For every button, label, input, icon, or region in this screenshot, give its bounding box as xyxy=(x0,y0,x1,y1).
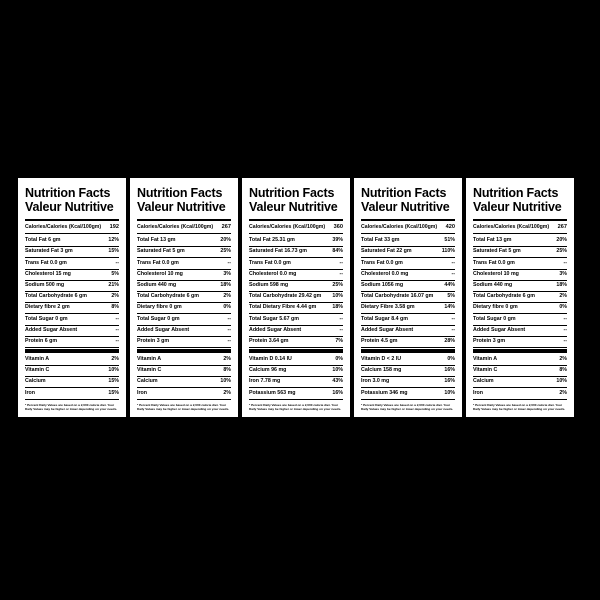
nutrient-row xyxy=(361,314,455,325)
divider-medium xyxy=(137,233,231,234)
vitamin-name: Iron xyxy=(137,389,148,396)
nutrient-name: Sodium 500 mg xyxy=(25,281,65,288)
vitamin-daily-value: 15% xyxy=(108,389,119,396)
nutrient-daily-value: 44% xyxy=(444,281,455,288)
nutrient-daily-value: -- xyxy=(115,315,119,322)
nutrient-row xyxy=(25,314,119,325)
nutrient-daily-value: 25% xyxy=(556,248,567,255)
nutrient-name: Total Sugar 0 gm xyxy=(137,315,180,322)
vitamin-daily-value: 16% xyxy=(444,367,455,374)
divider-medium xyxy=(249,233,343,234)
divider-heavy xyxy=(249,349,343,353)
vitamin-name: Vitamin A xyxy=(137,356,162,363)
nutrient-name: Added Sugar Absent xyxy=(137,326,190,333)
nutrient-daily-value: -- xyxy=(227,326,231,333)
nutrient-name: Cholesterol 10 mg xyxy=(137,270,183,277)
nutrient-row xyxy=(137,236,231,247)
nutrient-row xyxy=(473,270,567,281)
nutrient-name: Saturated Fat 16.73 gm xyxy=(249,248,307,255)
nutrient-daily-value: 18% xyxy=(220,281,231,288)
nutrient-name: Total Sugar 0 gm xyxy=(25,315,68,322)
nutrient-row xyxy=(361,337,455,348)
nutrient-name: Sodium 440 mg xyxy=(473,281,513,288)
nutrient-row xyxy=(249,281,343,292)
nutrient-row xyxy=(249,247,343,258)
label-title xyxy=(473,186,567,214)
nutrient-daily-value: -- xyxy=(339,326,343,333)
vitamin-name: Vitamin C xyxy=(137,367,162,374)
nutrient-daily-value: 0% xyxy=(223,304,231,311)
daily-value-footnote: * Percent Daily Values are based on a 2,000 calorie diet. Your Daily Values may be higher or lower depending on your needs. xyxy=(25,402,118,411)
nutrient-daily-value: 25% xyxy=(220,248,231,255)
daily-value-footnote: * Percent Daily Values are based on a 2,000 calorie diet. Your Daily Values may be higher or lower depending on your needs. xyxy=(249,402,342,411)
vitamin-name: Iron 7.78 mg xyxy=(249,378,281,385)
vitamin-row xyxy=(473,366,567,377)
nutrient-name: Total Carbohydrate 29.42 gm xyxy=(249,293,322,300)
vitamin-row xyxy=(137,388,231,399)
nutrient-name: Protein 3 gm xyxy=(137,337,170,344)
nutrient-name: Sodium 598 mg xyxy=(249,281,289,288)
nutrient-name: Trans Fat 0.0 gm xyxy=(473,259,515,266)
daily-value-footnote: * Percent Daily Values are based on a 2,000 calorie diet. Your Daily Values may be higher or lower depending on your needs. xyxy=(473,402,566,411)
calories-label: Calories/Calories (Kcal/100gm) xyxy=(137,224,214,230)
nutrient-row xyxy=(361,281,455,292)
nutrient-row xyxy=(361,326,455,337)
nutrient-name: Trans Fat 0.0 gm xyxy=(25,259,67,266)
divider-thick xyxy=(361,219,455,221)
nutrient-daily-value: 25% xyxy=(332,281,343,288)
nutrient-name: Total Carbohydrate 6 gm xyxy=(473,293,536,300)
nutrient-daily-value: 5% xyxy=(111,270,119,277)
nutrient-name: Sodium 440 mg xyxy=(137,281,177,288)
vitamin-name: Calcium xyxy=(25,378,46,385)
vitamin-daily-value: 0% xyxy=(335,356,343,363)
vitamin-name: Vitamin D 0.14 IU xyxy=(249,356,292,363)
nutrient-row xyxy=(25,281,119,292)
label-title xyxy=(25,186,119,214)
nutrient-daily-value: -- xyxy=(339,315,343,322)
label-title-line-2: Valeur Nutritive xyxy=(361,200,450,214)
vitamin-name: Calcium xyxy=(137,378,158,385)
vitamin-name: Iron xyxy=(473,389,484,396)
nutrient-daily-value: -- xyxy=(339,259,343,266)
nutrient-name: Protein 3 gm xyxy=(473,337,506,344)
vitamin-name: Vitamin A xyxy=(473,356,498,363)
nutrient-daily-value: -- xyxy=(227,337,231,344)
nutrient-row xyxy=(137,326,231,337)
nutrient-name: Added Sugar Absent xyxy=(361,326,414,333)
nutrient-daily-value: -- xyxy=(451,259,455,266)
vitamin-row xyxy=(25,355,119,366)
calories-value: 360 xyxy=(333,224,343,230)
nutrient-name: Dietary Fibre 3.58 gm xyxy=(361,304,415,311)
nutrient-name: Saturated Fat 22 gm xyxy=(361,248,412,255)
nutrient-row xyxy=(25,337,119,348)
nutrient-row xyxy=(25,236,119,247)
nutrient-daily-value: 51% xyxy=(444,237,455,244)
vitamin-row xyxy=(473,388,567,399)
nutrient-row xyxy=(361,292,455,303)
divider-medium xyxy=(473,233,567,234)
nutrient-row xyxy=(361,247,455,258)
calories-value: 267 xyxy=(221,224,231,230)
label-title-line-2: Valeur Nutritive xyxy=(473,200,562,214)
nutrient-row xyxy=(137,281,231,292)
nutrient-daily-value: -- xyxy=(227,315,231,322)
nutrient-row xyxy=(473,247,567,258)
nutrient-daily-value: -- xyxy=(451,315,455,322)
divider-heavy xyxy=(473,349,567,353)
vitamin-name: Vitamin C xyxy=(25,367,50,374)
vitamin-name: Calcium 96 mg xyxy=(249,367,287,374)
vitamin-row xyxy=(137,366,231,377)
nutrient-row xyxy=(473,281,567,292)
label-title-line-2: Valeur Nutritive xyxy=(25,200,114,214)
nutrient-name: Dietary fibre 2 gm xyxy=(25,304,70,311)
nutrient-row xyxy=(249,303,343,314)
nutrient-daily-value: 28% xyxy=(444,337,455,344)
vitamin-row xyxy=(249,366,343,377)
calories-label: Calories/Calories (Kcal/100gm) xyxy=(361,224,438,230)
nutrient-row xyxy=(137,314,231,325)
vitamin-row xyxy=(361,366,455,377)
label-title-line-1: Nutrition Facts xyxy=(137,186,223,200)
vitamin-row xyxy=(137,377,231,388)
nutrient-name: Total Fat 13 gm xyxy=(137,237,176,244)
vitamin-daily-value: 8% xyxy=(223,367,231,374)
vitamin-row xyxy=(25,377,119,388)
nutrient-row xyxy=(473,303,567,314)
nutrient-daily-value: 12% xyxy=(108,237,119,244)
nutrient-row xyxy=(137,247,231,258)
label-title xyxy=(137,186,231,214)
divider-thick xyxy=(137,219,231,221)
nutrient-name: Total Carbohydrate 16.07 gm xyxy=(361,293,434,300)
label-title-line-1: Nutrition Facts xyxy=(473,186,559,200)
nutrient-name: Total Fat 13 gm xyxy=(473,237,512,244)
nutrient-row xyxy=(473,326,567,337)
nutrition-facts-label xyxy=(466,178,574,417)
vitamin-daily-value: 2% xyxy=(223,389,231,396)
nutrient-row xyxy=(473,292,567,303)
nutrient-daily-value: 0% xyxy=(559,304,567,311)
nutrition-facts-label xyxy=(354,178,462,417)
calories-value: 192 xyxy=(109,224,119,230)
vitamin-row xyxy=(361,388,455,399)
calories-row xyxy=(137,223,231,231)
vitamin-daily-value: 10% xyxy=(444,389,455,396)
nutrient-name: Total Sugar 8.4 gm xyxy=(361,315,408,322)
label-title-line-2: Valeur Nutritive xyxy=(137,200,226,214)
nutrient-row xyxy=(473,258,567,269)
nutrient-name: Added Sugar Absent xyxy=(25,326,78,333)
nutrient-name: Cholesterol 0.0 mg xyxy=(361,270,409,277)
vitamin-name: Iron 3.0 mg xyxy=(361,378,390,385)
calories-label: Calories/Calories (Kcal/100gm) xyxy=(25,224,102,230)
vitamin-row xyxy=(361,355,455,366)
vitamin-daily-value: 2% xyxy=(559,356,567,363)
divider-thick xyxy=(25,219,119,221)
nutrient-name: Trans Fat 0.0 gm xyxy=(137,259,179,266)
vitamin-daily-value: 43% xyxy=(332,378,343,385)
nutrient-daily-value: -- xyxy=(115,337,119,344)
vitamin-daily-value: 10% xyxy=(108,367,119,374)
nutrient-row xyxy=(137,303,231,314)
nutrient-daily-value: 5% xyxy=(447,293,455,300)
nutrient-row xyxy=(361,258,455,269)
nutrient-row xyxy=(249,337,343,348)
vitamin-row xyxy=(137,355,231,366)
nutrient-row xyxy=(249,292,343,303)
nutrient-row xyxy=(249,270,343,281)
nutrient-daily-value: 2% xyxy=(559,293,567,300)
nutrient-row xyxy=(473,337,567,348)
nutrient-daily-value: 3% xyxy=(223,270,231,277)
vitamin-name: Potassium 563 mg xyxy=(249,389,296,396)
nutrient-name: Added Sugar Absent xyxy=(249,326,302,333)
vitamin-name: Vitamin C xyxy=(473,367,498,374)
divider-thick xyxy=(473,219,567,221)
nutrient-name: Dietary fibre 0 gm xyxy=(473,304,518,311)
divider-medium xyxy=(361,233,455,234)
nutrient-daily-value: -- xyxy=(339,270,343,277)
vitamin-daily-value: 10% xyxy=(332,367,343,374)
nutrient-daily-value: 18% xyxy=(332,304,343,311)
nutrient-name: Cholesterol 15 mg xyxy=(25,270,71,277)
vitamin-row xyxy=(473,355,567,366)
divider-medium xyxy=(25,233,119,234)
calories-row xyxy=(473,223,567,231)
daily-value-footnote: * Percent Daily Values are based on a 2,000 calorie diet. Your Daily Values may be higher or lower depending on your needs. xyxy=(361,402,454,411)
nutrient-daily-value: -- xyxy=(227,259,231,266)
nutrient-name: Added Sugar Absent xyxy=(473,326,526,333)
vitamin-row xyxy=(249,355,343,366)
nutrient-name: Total Fat 6 gm xyxy=(25,237,61,244)
nutrient-row xyxy=(137,292,231,303)
nutrient-daily-value: -- xyxy=(563,315,567,322)
vitamin-name: Iron xyxy=(25,389,36,396)
nutrient-name: Saturated Fat 5 gm xyxy=(137,248,185,255)
label-title-line-2: Valeur Nutritive xyxy=(249,200,338,214)
label-title xyxy=(249,186,343,214)
nutrient-name: Trans Fat 0.0 gm xyxy=(249,259,291,266)
nutrient-row xyxy=(361,303,455,314)
vitamin-daily-value: 16% xyxy=(444,378,455,385)
nutrient-name: Total Sugar 5.67 gm xyxy=(249,315,299,322)
nutrient-daily-value: 8% xyxy=(111,304,119,311)
nutrient-daily-value: -- xyxy=(451,270,455,277)
nutrient-name: Total Fat 25.31 gm xyxy=(249,237,295,244)
label-title-line-1: Nutrition Facts xyxy=(25,186,111,200)
nutrient-daily-value: 2% xyxy=(111,293,119,300)
nutrient-daily-value: 18% xyxy=(556,281,567,288)
divider-heavy xyxy=(137,349,231,353)
nutrient-name: Protein 4.5 gm xyxy=(361,337,398,344)
vitamin-row xyxy=(25,366,119,377)
nutrient-name: Saturated Fat 5 gm xyxy=(473,248,521,255)
divider-thick xyxy=(249,219,343,221)
vitamin-name: Potassium 346 mg xyxy=(361,389,408,396)
vitamin-daily-value: 16% xyxy=(332,389,343,396)
nutrient-name: Protein 3.64 gm xyxy=(249,337,289,344)
nutrient-name: Protein 6 gm xyxy=(25,337,58,344)
nutrient-daily-value: 3% xyxy=(559,270,567,277)
nutrient-row xyxy=(473,236,567,247)
nutrient-daily-value: 14% xyxy=(444,304,455,311)
nutrient-name: Total Sugar 0 gm xyxy=(473,315,516,322)
nutrition-labels-row xyxy=(18,178,582,417)
nutrient-daily-value: 21% xyxy=(108,281,119,288)
divider-heavy xyxy=(361,349,455,353)
vitamin-daily-value: 10% xyxy=(556,378,567,385)
vitamin-daily-value: 15% xyxy=(108,378,119,385)
label-title-line-1: Nutrition Facts xyxy=(249,186,335,200)
nutrient-daily-value: 7% xyxy=(335,337,343,344)
nutrient-name: Total Carbohydrate 6 gm xyxy=(25,293,88,300)
nutrient-row xyxy=(361,236,455,247)
nutrient-daily-value: 2% xyxy=(223,293,231,300)
nutrient-name: Total Carbohydrate 6 gm xyxy=(137,293,200,300)
nutrient-daily-value: 110% xyxy=(441,248,455,255)
calories-row xyxy=(361,223,455,231)
nutrient-daily-value: 15% xyxy=(108,248,119,255)
calories-label: Calories/Calories (Kcal/100gm) xyxy=(473,224,550,230)
vitamin-daily-value: 10% xyxy=(220,378,231,385)
nutrient-row xyxy=(25,292,119,303)
nutrient-name: Sodium 1056 mg xyxy=(361,281,404,288)
calories-value: 267 xyxy=(557,224,567,230)
vitamin-daily-value: 2% xyxy=(111,356,119,363)
nutrient-row xyxy=(25,247,119,258)
nutrient-daily-value: -- xyxy=(115,326,119,333)
nutrient-daily-value: 39% xyxy=(332,237,343,244)
vitamin-name: Vitamin D < 2 IU xyxy=(361,356,402,363)
calories-row xyxy=(249,223,343,231)
vitamin-name: Calcium xyxy=(473,378,494,385)
calories-label: Calories/Calories (Kcal/100gm) xyxy=(249,224,326,230)
nutrient-row xyxy=(473,314,567,325)
nutrient-row xyxy=(249,314,343,325)
nutrient-name: Total Dietary Fibre 4.44 gm xyxy=(249,304,317,311)
nutrient-daily-value: 20% xyxy=(556,237,567,244)
nutrient-daily-value: 84% xyxy=(332,248,343,255)
nutrient-daily-value: -- xyxy=(451,326,455,333)
nutrient-row xyxy=(25,258,119,269)
label-title xyxy=(361,186,455,214)
nutrient-daily-value: -- xyxy=(563,337,567,344)
nutrition-facts-label xyxy=(242,178,350,417)
nutrient-row xyxy=(249,258,343,269)
vitamin-name: Calcium 158 mg xyxy=(361,367,402,374)
nutrient-row xyxy=(361,270,455,281)
vitamin-daily-value: 2% xyxy=(559,389,567,396)
nutrient-daily-value: -- xyxy=(563,259,567,266)
nutrient-row xyxy=(137,270,231,281)
calories-value: 420 xyxy=(445,224,455,230)
nutrition-facts-label xyxy=(18,178,126,417)
nutrient-daily-value: -- xyxy=(563,326,567,333)
vitamin-row xyxy=(361,377,455,388)
vitamin-row xyxy=(25,388,119,399)
vitamin-daily-value: 8% xyxy=(559,367,567,374)
nutrient-name: Total Fat 33 gm xyxy=(361,237,400,244)
daily-value-footnote: * Percent Daily Values are based on a 2,000 calorie diet. Your Daily Values may be higher or lower depending on your needs. xyxy=(137,402,230,411)
nutrient-name: Dietary fibre 0 gm xyxy=(137,304,182,311)
calories-row xyxy=(25,223,119,231)
vitamin-daily-value: 2% xyxy=(223,356,231,363)
vitamin-row xyxy=(473,377,567,388)
nutrient-name: Cholesterol 0.0 mg xyxy=(249,270,297,277)
nutrition-facts-label xyxy=(130,178,238,417)
vitamin-daily-value: 0% xyxy=(447,356,455,363)
nutrient-row xyxy=(25,270,119,281)
vitamin-name: Vitamin A xyxy=(25,356,50,363)
vitamin-row xyxy=(249,377,343,388)
nutrient-row xyxy=(249,236,343,247)
nutrient-daily-value: 20% xyxy=(220,237,231,244)
nutrient-row xyxy=(25,303,119,314)
nutrient-row xyxy=(137,258,231,269)
nutrient-name: Trans Fat 0.0 gm xyxy=(361,259,403,266)
nutrient-row xyxy=(249,326,343,337)
nutrient-daily-value: 10% xyxy=(332,293,343,300)
divider-heavy xyxy=(25,349,119,353)
nutrient-name: Cholesterol 10 mg xyxy=(473,270,519,277)
nutrient-row xyxy=(25,326,119,337)
nutrient-daily-value: -- xyxy=(115,259,119,266)
nutrient-name: Saturated Fat 3 gm xyxy=(25,248,73,255)
vitamin-row xyxy=(249,388,343,399)
nutrient-row xyxy=(137,337,231,348)
label-title-line-1: Nutrition Facts xyxy=(361,186,447,200)
